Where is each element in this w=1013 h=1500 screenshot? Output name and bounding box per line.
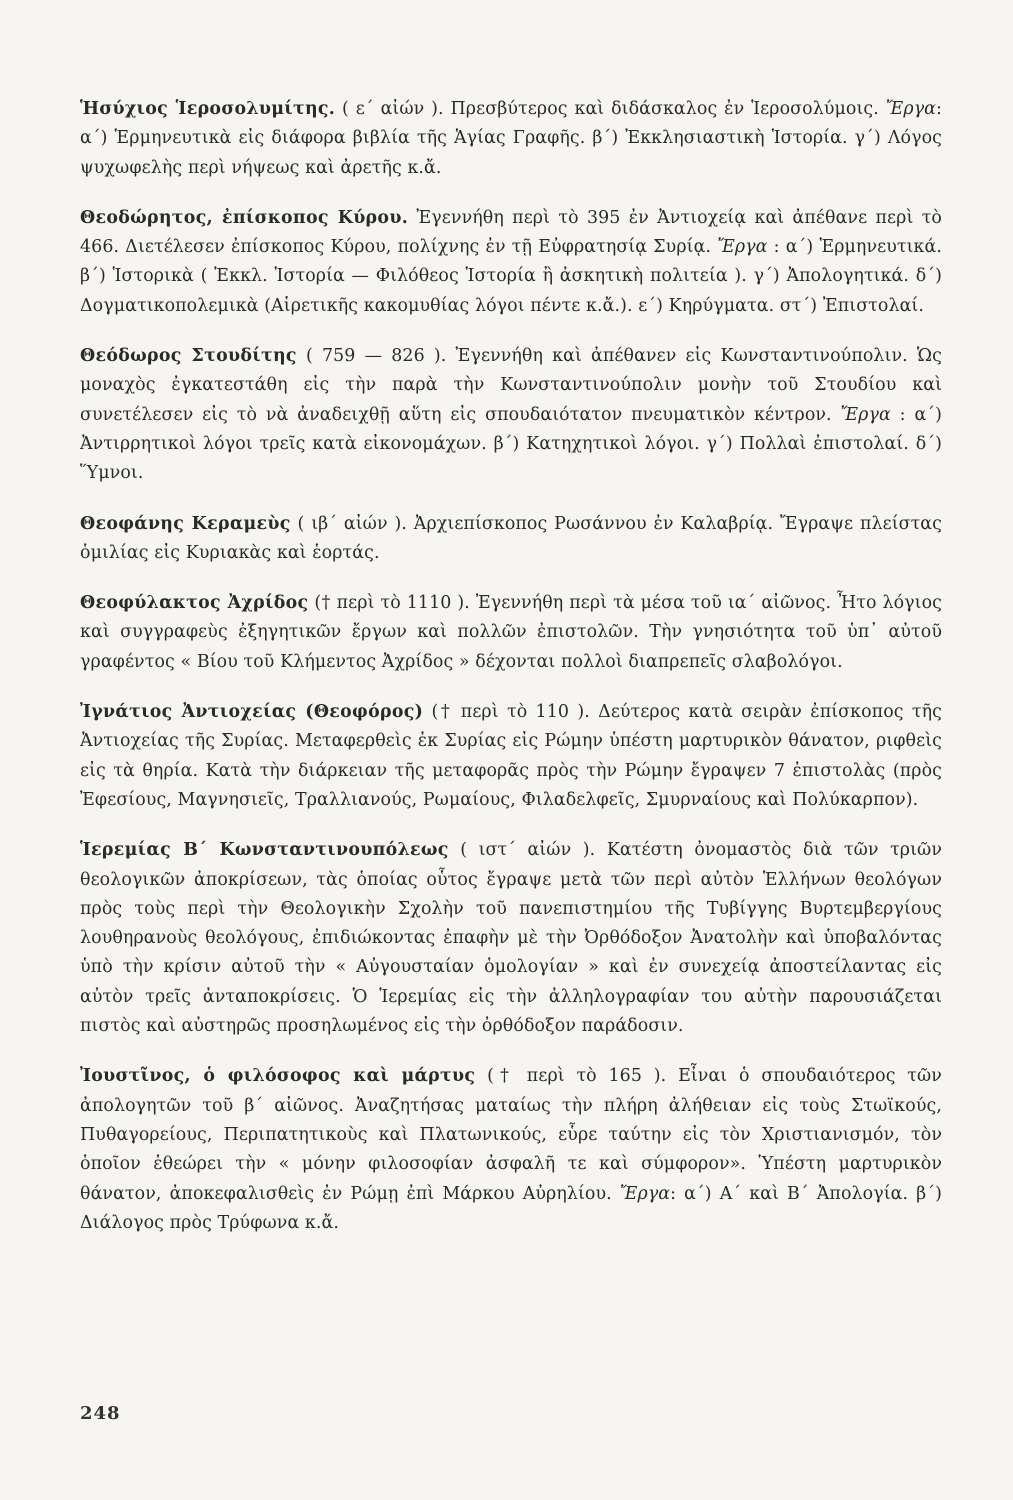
- entry-text: ( 759 — 826 ). Ἐγεννήθη καὶ ἀπέθανεν εἰς Κωνσταντινούπολιν. Ὡς μοναχὸς ἐγκατεστάθη εἰς τὴν παρὰ τὴν Κωνσταντινούπολιν μονὴν τοῦ Στουδίου καὶ συνετέλεσεν εἰς τὸ νὰ ἀναδειχθῇ αὕτη εἰς σπουδαιότατον πνευματικὸν κέντρον.: [80, 346, 942, 425]
- entry-text: ( ιβ΄ αἰών ). Ἀρχιεπίσκοπος Ρωσάννου ἐν Καλαβρίᾳ. Ἔγραψε πλείστας ὁμιλίας εἰς Κυριακὰς καὶ ἑορτάς.: [80, 513, 942, 563]
- entry-heading: Θεόδωρος Στουδίτης: [80, 346, 297, 367]
- entry-heading: Θεοφάνης Κεραμεὺς: [80, 513, 291, 534]
- entry-ieremias: [80, 836, 942, 1041]
- entry-works: : α΄) Ἑρμηνευτικά. β΄) Ἱστορικὰ ( Ἐκκλ. Ἱστορία — Φιλόθεος Ἱστορία ἢ ἀσκητικὴ πολιτεία ). γ΄) Ἀπολογητικά. δ΄) Δογματικοπολεμικὰ (Αἱρετικῆς κακομυθίας λόγοι πέντε κ.ἄ.). ε΄) Κηρύγματα. στ΄) Ἐπιστολαί.: [80, 237, 942, 316]
- entry-text: ( ιστ΄ αἰών ). Κατέστη ὀνομαστὸς διὰ τῶν τριῶν θεολογικῶν ἀποκρίσεων, τὰς ὁποίας οὗτος ἔγραψε μετὰ τῶν περὶ αὐτὸν Ἑλλήνων θεολόγων πρὸς τοὺς περὶ τὴν Θεολογικὴν Σχολὴν τοῦ πανεπιστημίου τῆς Τυβίγγης Βυρτεμβεργίους λουθηρανοὺς θεολόγους, ἐπιδιώκοντας ἐπαφὴν μὲ τὴν Ὀρθόδοξον Ἀνατολὴν καὶ ὑποβαλόντας ὑπὸ τὴν κρίσιν αὐτοῦ τὴν « Αὐγουσταίαν ὁμολογίαν » καὶ ἐν συνεχείᾳ ἀποστείλαντας εἰς αὐτὸν τρεῖς ἀνταποκρίσεις. Ὁ Ἱερεμίας εἰς τὴν ἀλληλογραφίαν του αὐτὴν παρουσιάζεται πιστὸς καὶ αὐστηρῶς προσηλωμένος εἰς τὴν ὀρθόδοξον παράδοσιν.: [80, 840, 942, 1037]
- entry-theodoros-stouditis: [80, 342, 942, 488]
- erga-label: Ἔργα: [840, 404, 891, 425]
- entry-heading: Ἰουστῖνος, ὁ φιλόσοφος καὶ μάρτυς: [80, 1066, 476, 1087]
- entry-ignatios: [80, 698, 942, 815]
- entry-text: Ἐγεννήθη περὶ τὸ 395 ἐν Ἀντιοχείᾳ καὶ ἀπέθανε περὶ τὸ 466. Διετέλεσεν ἐπίσκοπος Κύρου, πολίχνης ἐν τῇ Εὐφρατησίᾳ Συρίᾳ.: [80, 207, 942, 258]
- entry-heading: Θεοφύλακτος Ἀχρίδος: [80, 593, 309, 614]
- entry-heading: Ἰγνάτιος Ἀντιοχείας (Θεοφόρος): [80, 702, 424, 723]
- entry-text: ( ε΄ αἰών ). Πρεσβύτερος καὶ διδάσκαλος ἐν Ἱεροσολύμοις.: [335, 99, 886, 119]
- entry-heading: Ἡσύχιος Ἱεροσολυμίτης.: [80, 99, 336, 119]
- entry-hesychios: [80, 95, 942, 183]
- document-page: [80, 95, 942, 1259]
- entry-works: : α΄) Α΄ καὶ Β΄ Ἀπολογία. β΄) Διάλογος πρὸς Τρύφωνα κ.ἄ.: [80, 1183, 942, 1233]
- entry-ioustinos: [80, 1062, 942, 1238]
- erga-label: Ἔργα: [717, 237, 768, 258]
- entry-heading: Ἱερεμίας Β΄ Κωνσταντινουπόλεως: [80, 840, 449, 861]
- entry-heading: Θεοδώρητος, ἐπίσκοπος Κύρου.: [80, 207, 409, 228]
- entry-works: : α΄) Ἀντιρρητικοὶ λόγοι τρεῖς κατὰ εἰκονομάχων. β΄) Κατηχητικοὶ λόγοι. γ΄) Πολλαὶ ἐπιστολαί. δ΄) Ὕμνοι.: [80, 404, 942, 484]
- entry-text: († περὶ τὸ 165 ). Εἶναι ὁ σπουδαιότερος τῶν ἀπολογητῶν τοῦ β΄ αἰῶνος. Ἀναζητήσας ματαίως τὴν πλήρη ἀλήθειαν εἰς τοὺς Στωϊκούς, Πυθαγορείους, Περιπατητικοὺς καὶ Πλατωνικούς, εὗρε ταύτην εἰς τὸν Χριστιανισμόν, τὸν ὁποῖον ἐθεώρει τὴν « μόνην φιλοσοφίαν ἀσφαλῆ τε καὶ σύμφορον». Ὑπέστη μαρτυρικὸν θάνατον, ἀποκεφαλισθεὶς ἐν Ρώμῃ ἐπὶ Μάρκου Αὐρηλίου.: [80, 1066, 942, 1204]
- erga-label: Ἔργα: [885, 99, 937, 119]
- entry-theofylaktos: [80, 589, 942, 677]
- entry-text: († περὶ τὸ 1110 ). Ἐγεννήθη περὶ τὰ μέσα τοῦ ια΄ αἰῶνος. Ἦτο λόγιος καὶ συγγραφεὺς ἐξηγητικῶν ἔργων καὶ πολλῶν ἐπιστολῶν. Τὴν γνησιότητα τοῦ ὑπ᾿ αὐτοῦ γραφέντος « Βίου τοῦ Κλήμεντος Ἀχρίδος » δέχονται πολλοὶ διαπρεπεῖς σλαβολόγοι.: [80, 593, 942, 672]
- entry-theofanis-kerameus: [80, 510, 942, 569]
- erga-label: Ἔργα: [619, 1183, 671, 1204]
- entry-works: : α΄) Ἑρμηνευτικὰ εἰς διάφορα βιβλία τῆς Ἁγίας Γραφῆς. β΄) Ἐκκλησιαστικὴ Ἱστορία. γ΄) Λόγος ψυχωφελὴς περὶ νήψεως καὶ ἀρετῆς κ.ἄ.: [80, 99, 942, 178]
- entry-theodoretos: [80, 204, 942, 321]
- entry-text: († περὶ τὸ 110 ). Δεύτερος κατὰ σειρὰν ἐπίσκοπος τῆς Ἀντιοχείας τῆς Συρίας. Μεταφερθεὶς ἐκ Συρίας εἰς Ρώμην ὑπέστη μαρτυρικὸν θάνατον, ριφθεὶς εἰς τὰ θηρία. Κατὰ τὴν διάρκειαν τῆς μεταφορᾶς πρὸς τὴν Ρώμην ἔγραψεν 7 ἐπιστολὰς (πρὸς Ἐφεσίους, Μαγνησιεῖς, Τραλλιανούς, Ρωμαίους, Φιλαδελφεῖς, Σμυρναίους καὶ Πολύκαρπον).: [80, 702, 942, 810]
- page-number: 248: [80, 1403, 121, 1424]
